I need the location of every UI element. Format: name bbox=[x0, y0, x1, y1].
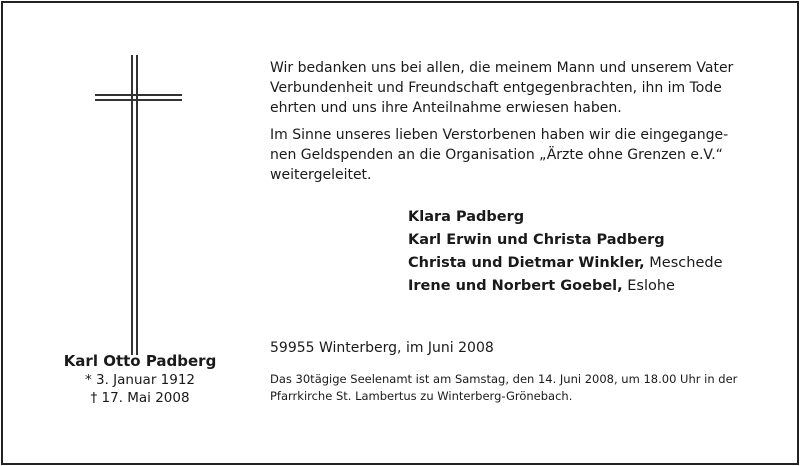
note-line: Pfarrkirche St. Lambertus zu Winterberg-Grönebach. bbox=[270, 389, 573, 403]
birth-date: * 3. Januar 1912 bbox=[84, 372, 196, 388]
donation-paragraph bbox=[270, 125, 740, 185]
signer-place: Meschede bbox=[649, 255, 723, 271]
signer-line bbox=[408, 229, 723, 252]
signer-names: Karl Erwin und Christa Padberg bbox=[408, 232, 665, 248]
donation-line: weitergeleitet. bbox=[270, 167, 372, 183]
donation-line: nen Geldspenden an die Organisation „Ärzte ohne Grenzen e.V.“ bbox=[270, 147, 723, 163]
donation-line: Im Sinne unseres lieben Verstorbenen haben wir die eingegange- bbox=[270, 127, 729, 143]
deceased-block bbox=[40, 352, 240, 406]
signer-line bbox=[408, 206, 723, 229]
signer-line bbox=[408, 252, 723, 275]
signer-names: Klara Padberg bbox=[408, 209, 525, 225]
thanks-paragraph bbox=[270, 58, 740, 118]
note-line: Das 30tägige Seelenamt ist am Samstag, den 14. Juni 2008, um 18.00 Uhr in der bbox=[270, 372, 738, 386]
death-date: † 17. Mai 2008 bbox=[90, 390, 190, 406]
message-block bbox=[270, 58, 740, 192]
memorial-note bbox=[270, 371, 740, 405]
signer-line bbox=[408, 275, 723, 298]
thanks-line: Wir bedanken uns bei allen, die meinem Mann und unserem Vater bbox=[270, 60, 734, 76]
cross-icon bbox=[95, 55, 185, 355]
signers-list bbox=[408, 206, 723, 298]
thanks-line: Verbundenheit und Freundschaft entgegenbrachten, ihn im Tode bbox=[270, 80, 722, 96]
signer-place: Eslohe bbox=[627, 278, 675, 294]
signer-names: Irene und Norbert Goebel, bbox=[408, 278, 623, 294]
deceased-name: Karl Otto Padberg bbox=[63, 352, 217, 370]
signer-names: Christa und Dietmar Winkler, bbox=[408, 255, 645, 271]
place-date: 59955 Winterberg, im Juni 2008 bbox=[270, 340, 494, 356]
thanks-line: ehrten und uns ihre Anteilnahme erwiesen haben. bbox=[270, 100, 622, 116]
